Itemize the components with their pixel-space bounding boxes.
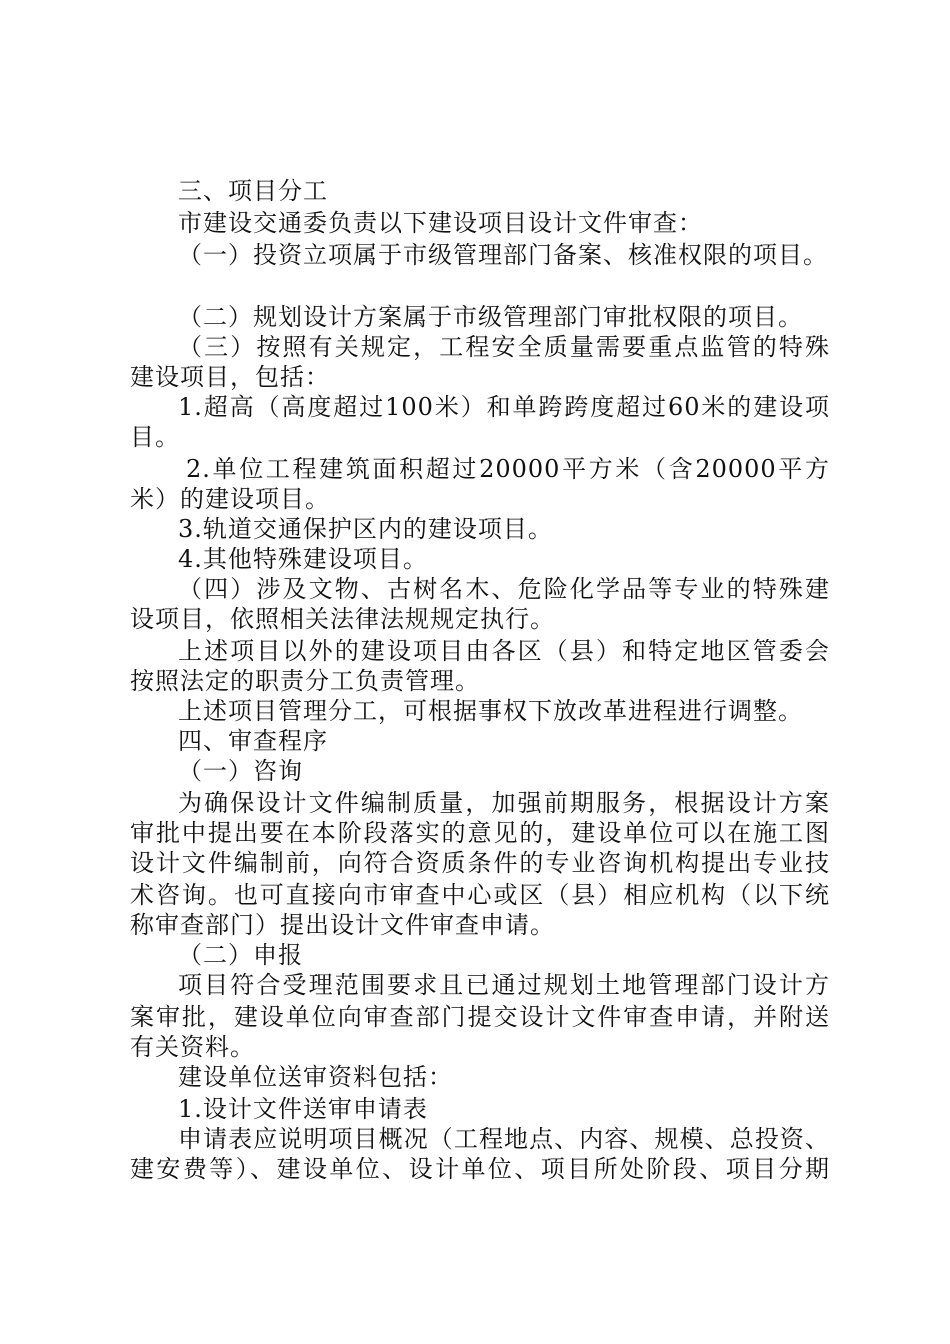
list-item-3: （三）按照有关规定，工程安全质量需要重点监管的特殊: [178, 333, 830, 361]
paragraph-line: 案审批，建设单位向审查部门提交设计文件审查申请，并附送: [130, 1003, 830, 1031]
list-item-2: （二）规划设计方案属于市级管理部门审批权限的项目。: [178, 303, 803, 331]
sub-item-4: 4.其他特殊建设项目。: [178, 545, 428, 573]
paragraph-line: 设项目，依照相关法律法规规定执行。: [130, 605, 555, 633]
paragraph-line: 目。: [130, 423, 180, 451]
paragraph-line: 申请表应说明项目概况（工程地点、内容、规模、总投资、: [178, 1125, 830, 1153]
subsection-heading: （一）咨询: [178, 757, 303, 785]
sub-item-1: 1.超高（高度超过100米）和单跨跨度超过60米的建设项: [178, 393, 830, 421]
paragraph-line: 有关资料。: [130, 1033, 255, 1061]
list-item-1: （一）投资立项属于市级管理部门备案、核准权限的项目。: [178, 241, 828, 269]
sub-item-3: 3.轨道交通保护区内的建设项目。: [178, 515, 553, 543]
paragraph-line: 市建设交通委负责以下建设项目设计文件审查：: [178, 209, 703, 237]
section-heading-4: 四、审查程序: [178, 727, 328, 755]
list-item-4: （四）涉及文物、古树名木、危险化学品等专业的特殊建: [178, 575, 830, 603]
paragraph-line: 术咨询。也可直接向市审查中心或区（县）相应机构（以下统: [130, 881, 830, 909]
paragraph-line: 建设单位送审资料包括：: [178, 1063, 453, 1091]
sub-item-1: 1.设计文件送审申请表: [178, 1095, 428, 1123]
paragraph-line: 设计文件编制前，向符合资质条件的专业咨询机构提出专业技: [130, 849, 830, 877]
paragraph-line: 审批中提出要在本阶段落实的意见的，建设单位可以在施工图: [130, 819, 830, 847]
sub-item-2: 2.单位工程建筑面积超过20000平方米（含20000平方: [186, 455, 830, 483]
paragraph-line: 建设项目，包括：: [130, 363, 330, 391]
paragraph-line: 米）的建设项目。: [130, 485, 330, 513]
paragraph-line: 称审查部门）提出设计文件审查申请。: [130, 911, 555, 939]
paragraph-line: 为确保设计文件编制质量，加强前期服务，根据设计方案: [178, 789, 830, 817]
paragraph-line: 建安费等）、建设单位、设计单位、项目所处阶段、项目分期: [130, 1155, 830, 1183]
paragraph-line: 上述项目以外的建设项目由各区（县）和特定地区管委会: [178, 637, 830, 665]
paragraph-line: 按照法定的职责分工负责管理。: [130, 667, 480, 695]
subsection-heading: （二）申报: [178, 941, 303, 969]
paragraph-line: 项目符合受理范围要求且已通过规划土地管理部门设计方: [178, 971, 830, 999]
paragraph-line: 上述项目管理分工，可根据事权下放改革进程进行调整。: [178, 697, 803, 725]
section-heading-3: 三、项目分工: [178, 177, 328, 205]
